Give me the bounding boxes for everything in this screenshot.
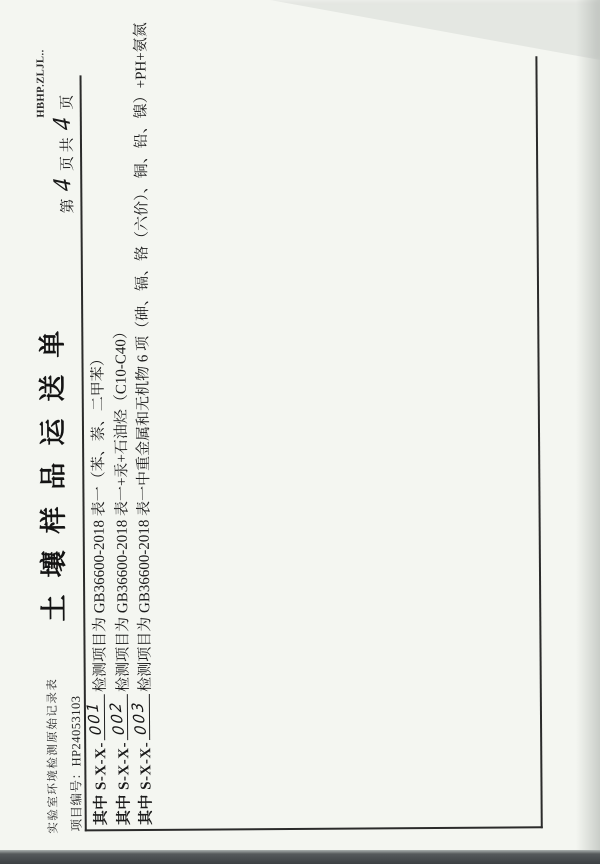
project-number-label: 项目编号： xyxy=(69,766,84,832)
note-prefix: 其中 S-X-X- xyxy=(115,741,133,826)
page-current-handwritten: 4 xyxy=(49,177,78,193)
doc-type-label: 实验室环境检测原始记录表 xyxy=(46,677,60,834)
note-line xyxy=(129,22,157,825)
qc-code: HBHP.ZLJL.. xyxy=(35,49,47,118)
sample-number-blank xyxy=(127,694,151,740)
page-label-prefix: 第 xyxy=(60,198,77,214)
note-prefix: 其中 S-X-X- xyxy=(138,741,155,826)
sample-number-handwritten: 003 xyxy=(127,699,151,736)
notes-block xyxy=(84,22,157,825)
sample-number-blank xyxy=(105,694,128,740)
sample-number-handwritten: 002 xyxy=(105,700,128,736)
sample-number-handwritten: 001 xyxy=(82,700,106,736)
page-label-middle: 页 共 xyxy=(59,137,77,172)
form-title: 土壤样品运送单 xyxy=(37,313,70,622)
scan-bottom-edge xyxy=(0,850,600,864)
note-prefix: 其中 S-X-X- xyxy=(93,741,110,826)
scan-right-shadow xyxy=(576,0,600,864)
note-text: 检测项目为 GB36600-2018 表一+汞+石油烃（C10-C40） xyxy=(112,324,132,692)
page-indicator xyxy=(49,94,79,214)
sample-number-blank xyxy=(82,694,106,740)
table-box-left-rule xyxy=(85,827,543,832)
note-text: 检测项目为 GB36600-2018 表一中重金属和无机物 6 项（砷、镉、铬（六价）、铜、铅、镍）+PH+氨氮 xyxy=(133,22,154,692)
project-number-value: HP24053103 xyxy=(68,695,84,767)
note-text: 检测项目为 GB36600-2018 表一（苯、萘、二甲苯） xyxy=(90,351,109,693)
table-box-bottom-rule xyxy=(535,56,542,828)
page-total-handwritten: 4 xyxy=(49,116,78,131)
page-label-suffix: 页 xyxy=(59,94,76,110)
